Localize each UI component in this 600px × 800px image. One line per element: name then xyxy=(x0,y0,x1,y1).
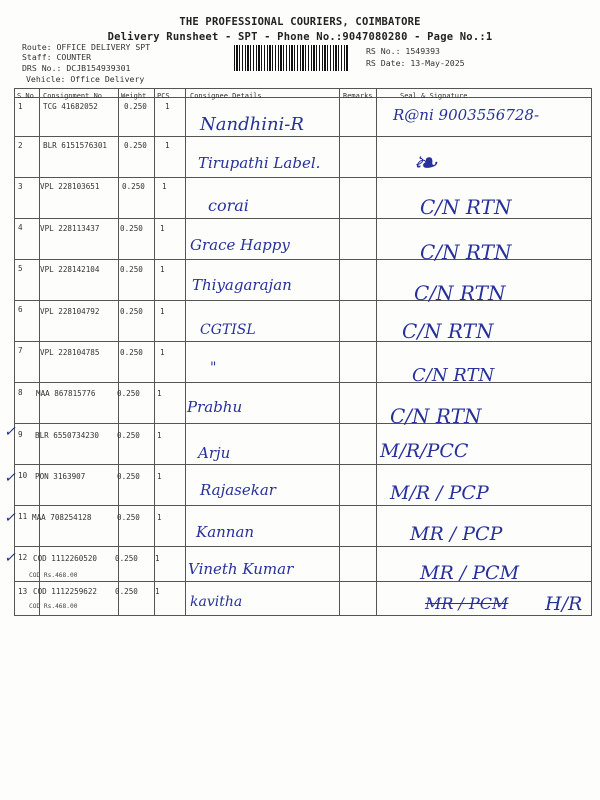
signature-handwritten: C/N RTN xyxy=(420,240,512,264)
col-weight: Weight xyxy=(121,92,147,100)
row-consignment: VPL 228113437 xyxy=(40,224,100,233)
consignee-handwritten: Thiyagarajan xyxy=(192,276,292,294)
cod-amount: COD Rs.468.00 xyxy=(29,572,78,579)
col-consignee: Consignee Details xyxy=(190,92,262,100)
signature-handwritten: ❧ xyxy=(412,146,438,181)
signature-handwritten: C/N RTN xyxy=(390,404,482,428)
row-pcs: 1 xyxy=(157,389,162,398)
consignee-handwritten: Kannan xyxy=(196,523,255,541)
signature-handwritten: MR / PCM xyxy=(420,562,520,584)
row-weight: 0.250 xyxy=(115,554,138,563)
row-weight: 0.250 xyxy=(120,265,143,274)
row-weight: 0.250 xyxy=(115,587,138,596)
row-weight: 0.250 xyxy=(124,102,147,111)
signature-struck: MR / PCM xyxy=(425,594,509,613)
staff-label: Staff: COUNTER xyxy=(22,52,92,62)
row-pcs: 1 xyxy=(160,224,165,233)
row-sno: 6 xyxy=(18,305,23,314)
row-weight: 0.250 xyxy=(117,513,140,522)
row-pcs: 1 xyxy=(157,431,162,440)
row-consignment: MAA 867815776 xyxy=(36,389,96,398)
row-consignment: VPL 228103651 xyxy=(40,182,100,191)
runsheet-subtitle: Delivery Runsheet - SPT - Phone No.:9047080280 - Page No.:1 xyxy=(107,31,493,43)
col-pcs: PCS xyxy=(157,92,170,100)
row-pcs: 1 xyxy=(165,141,170,150)
row-sno: 12 xyxy=(18,553,28,562)
row-pcs: 1 xyxy=(157,472,162,481)
signature-handwritten: R@ni 9003556728- xyxy=(393,106,540,124)
consignee-handwritten: CGTISL xyxy=(200,322,256,338)
row-consignment: VPL 228142104 xyxy=(40,265,100,274)
signature-handwritten: C/N RTN xyxy=(402,319,494,343)
row-pcs: 1 xyxy=(160,265,165,274)
consignee-handwritten: Vineth Kumar xyxy=(188,560,294,578)
consignee-handwritten: kavitha xyxy=(190,594,243,610)
rs-date: RS Date: 13-May-2025 xyxy=(366,58,465,68)
row-pcs: 1 xyxy=(162,182,167,191)
row-sno: 13 xyxy=(18,587,28,596)
row-pcs: 1 xyxy=(155,587,160,596)
row-sno: 11 xyxy=(18,512,28,521)
col-seal: Seal & Signature xyxy=(400,92,468,100)
signature-handwritten: MR / PCP xyxy=(410,523,503,545)
row-pcs: 1 xyxy=(155,554,160,563)
row-consignment: BLR 6550734230 xyxy=(35,431,100,440)
row-consignment: TCG 41682052 xyxy=(43,102,98,111)
row-weight: 0.250 xyxy=(117,431,140,440)
signature-handwritten: C/N RTN xyxy=(414,281,506,305)
consignee-handwritten: Prabhu xyxy=(187,398,243,416)
row-weight: 0.250 xyxy=(124,141,147,150)
signature-handwritten: M/R/PCC xyxy=(380,440,469,462)
row-sno: 1 xyxy=(18,102,23,111)
signature-handwritten: C/N RTN xyxy=(420,195,512,219)
consignee-handwritten: " xyxy=(210,360,217,376)
row-weight: 0.250 xyxy=(120,307,143,316)
row-sno: 2 xyxy=(18,141,23,150)
check-mark: ✓ xyxy=(4,510,16,526)
row-consignment: COD 1112259622 xyxy=(33,587,98,596)
vehicle-label: Vehicle: Office Delivery xyxy=(26,74,145,84)
row-weight: 0.250 xyxy=(117,389,140,398)
row-weight: 0.250 xyxy=(117,472,140,481)
check-mark: ✓ xyxy=(4,424,16,440)
row-sno: 10 xyxy=(18,471,28,480)
row-consignment: PON 3163907 xyxy=(35,472,86,481)
row-consignment: COD 1112260520 xyxy=(33,554,98,563)
row-weight: 0.250 xyxy=(120,224,143,233)
row-sno: 5 xyxy=(18,264,23,273)
row-pcs: 1 xyxy=(160,307,165,316)
row-sno: 7 xyxy=(18,346,23,355)
row-pcs: 1 xyxy=(160,348,165,357)
company-title: THE PROFESSIONAL COURIERS, COIMBATORE xyxy=(179,16,421,28)
consignee-handwritten: Arju xyxy=(198,444,231,462)
row-sno: 3 xyxy=(18,182,23,191)
row-consignment: VPL 228104785 xyxy=(40,348,100,357)
check-mark: ✓ xyxy=(4,550,16,566)
row-weight: 0.250 xyxy=(122,182,145,191)
consignee-handwritten: Tirupathi Label. xyxy=(198,154,321,172)
consignee-handwritten: corai xyxy=(208,196,249,215)
barcode xyxy=(234,45,349,71)
route-label: Route: OFFICE DELIVERY SPT xyxy=(22,42,151,52)
signature-handwritten: M/R / PCP xyxy=(390,482,489,504)
signature-handwritten: C/N RTN xyxy=(412,365,495,386)
col-remarks: Remarks xyxy=(343,92,373,100)
row-consignment: MAA 708254128 xyxy=(32,513,92,522)
check-mark: ✓ xyxy=(4,470,16,486)
consignee-handwritten: Rajasekar xyxy=(200,481,276,499)
row-consignment: BLR 6151576301 xyxy=(43,141,108,150)
row-sno: 8 xyxy=(18,388,23,397)
drs-label: DRS No.: DCJB154939301 xyxy=(22,63,131,73)
col-consignment: Consignment No xyxy=(43,92,103,100)
row-consignment: VPL 228104792 xyxy=(40,307,100,316)
rs-number: RS No.: 1549393 xyxy=(366,46,440,56)
cod-amount: COD Rs.468.00 xyxy=(29,603,78,610)
consignee-handwritten: Nandhini-R xyxy=(200,114,304,135)
row-pcs: 1 xyxy=(157,513,162,522)
consignee-handwritten: Grace Happy xyxy=(190,236,290,254)
row-weight: 0.250 xyxy=(120,348,143,357)
signature-handwritten: H/R xyxy=(545,593,583,615)
row-sno: 9 xyxy=(18,430,23,439)
row-sno: 4 xyxy=(18,223,23,232)
row-pcs: 1 xyxy=(165,102,170,111)
col-sno: S No xyxy=(17,92,34,100)
